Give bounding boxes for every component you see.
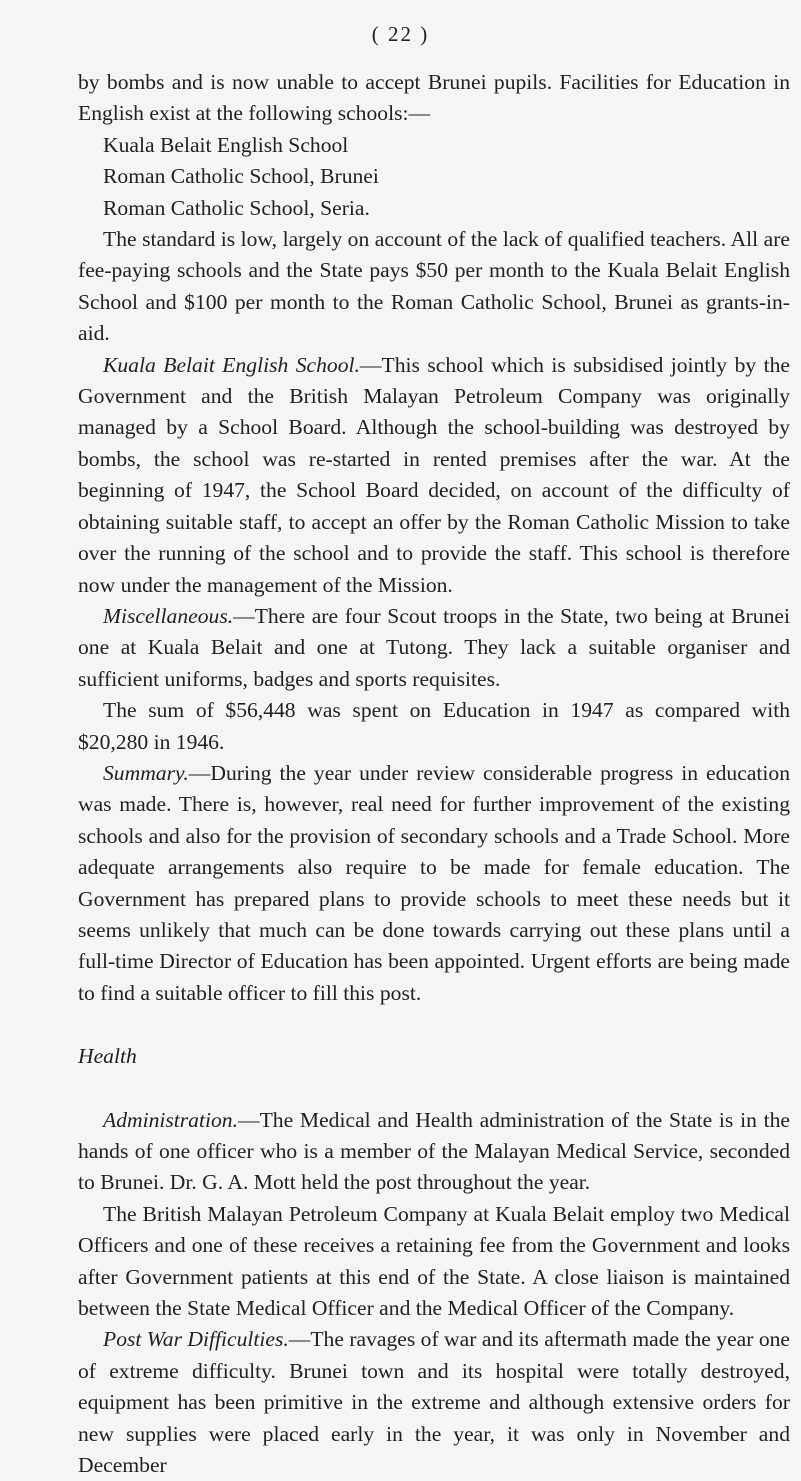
administration-heading: Administration. [103, 1107, 238, 1132]
administration-paragraph [78, 1105, 790, 1199]
body-text [78, 67, 790, 1481]
summary-paragraph [78, 758, 790, 1009]
kuala-belait-paragraph [78, 350, 790, 601]
page-number: ( 22 ) [371, 22, 430, 46]
standard-paragraph: The standard is low, largely on account of the lack of qualified teachers. All are fee-paying schools and the State pays $50 per month to the Kuala Belait English School and $100 per month to the Roman Catholic School, Brunei as grants-in-aid. [78, 227, 790, 346]
school-list-item: Roman Catholic School, Seria. [103, 195, 370, 220]
miscellaneous-text: —There are four Scout troops in the State, two being at Brunei one at Kuala Belait and one at Tutong. They lack a suitable organiser and sufficient uniforms, badges and sports requisites. [78, 603, 790, 691]
miscellaneous-paragraph [78, 601, 790, 695]
miscellaneous-heading: Miscellaneous. [103, 603, 234, 628]
bmp-paragraph: The British Malayan Petroleum Company at Kuala Belait employ two Medical Officers and one of these receives a retaining fee from the Government and looks after Government patients at this end of the State. A close liaison is maintained between the State Medical Officer and the Medical Officer of the Company. [78, 1201, 790, 1321]
post-war-paragraph [78, 1324, 790, 1481]
summary-heading: Summary. [103, 760, 189, 785]
school-list-item: Kuala Belait English School [103, 132, 349, 157]
expenditure-paragraph: The sum of $56,448 was spent on Education in 1947 as compared with $20,280 in 1946. [78, 698, 790, 754]
administration-text: —The Medical and Health administration of the State is in the hands of one officer who is a member of the Malayan Medical Service, seconded to Brunei. Dr. G. A. Mott held the post throughout the year. [78, 1107, 790, 1195]
summary-text: —During the year under review considerable progress in education was made. There is, however, real need for further improvement of the existing schools and also for the provision of secondary schools and a Trade School. More adequate arrangements also require to be made for female education. The Government has prepared plans to provide schools to meet these needs but it seems unlikely that much can be done towards carrying out these plans until a full-time Director of Education has been appointed. Urgent efforts are being made to find a suitable officer to fill this post. [78, 760, 790, 1005]
kuala-belait-text: —This school which is subsidised jointly by the Government and the British Malayan Petroleum Company was originally managed by a School Board. Although the school-building was destroyed by bombs, the school was re-started in rented premises after the war. At the beginning of 1947, the School Board decided, on account of the difficulty of obtaining suitable staff, to accept an offer by the Roman Catholic Mission to take over the running of the school and to provide the staff. This school is therefore now under the management of the Mission. [78, 352, 791, 597]
school-list-item: Roman Catholic School, Brunei [103, 164, 379, 189]
intro-paragraph: by bombs and is now unable to accept Brunei pupils. Facilities for Education in English exist at the following schools:— [78, 70, 790, 126]
post-war-heading: Post War Difficulties. [103, 1327, 289, 1352]
kuala-belait-heading: Kuala Belait English School. [103, 352, 360, 377]
post-war-text: —The ravages of war and its aftermath made the year one of extreme difficulty. Brunei town and its hospital were totally destroyed, equipment has been primitive in the extreme and although extensive orders for new supplies were placed early in the year, it was only in November and December [78, 1327, 791, 1478]
health-section-heading: Health [78, 1044, 137, 1069]
